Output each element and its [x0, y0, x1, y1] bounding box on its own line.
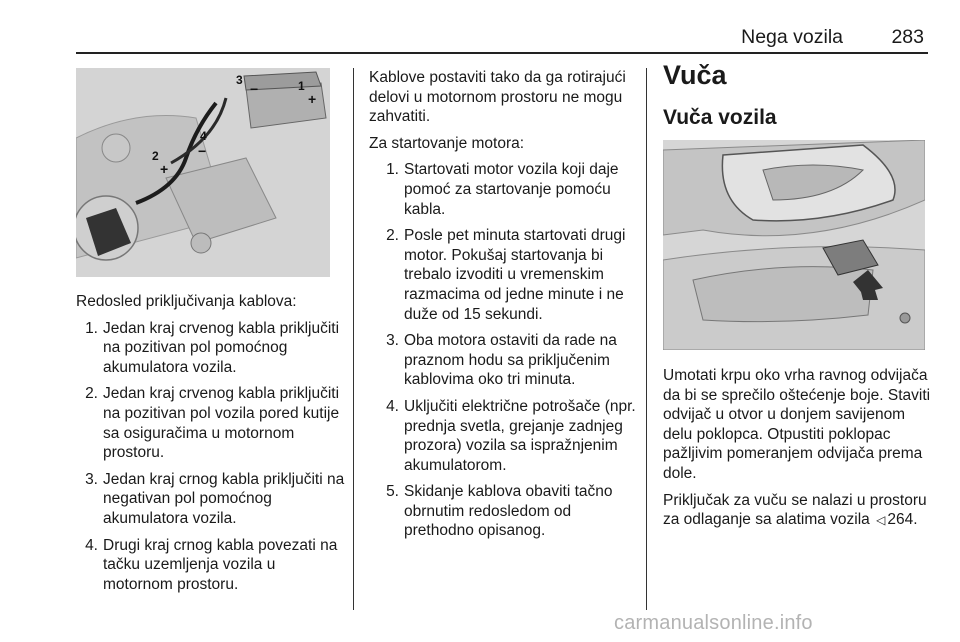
- list-item: 2. Posle pet minuta startovati drugi motor. Pokušaj startovanja bi trebalo izvoditi u vremenskim razmacima od jedne minute i ne duže od 15 sekundi.: [386, 227, 626, 323]
- front-bumper-drawing: [663, 140, 925, 350]
- right-column: [663, 366, 931, 538]
- callout-1: 1: [298, 79, 305, 93]
- page-reference-arrow-icon: ◁: [876, 513, 886, 528]
- list-item: 4. Uključiti električne potrošače (npr. prednja svetla, grejanje zadnjeg prozora) vozila sa ispražnjenim akumulatorom.: [386, 397, 636, 474]
- svg-text:+: +: [308, 91, 317, 107]
- right-para-2: Priključak za vuču se nalazi u prostoru za odlaganje sa alatima vozila ◁ 264.: [663, 491, 931, 531]
- section-heading: Vuča: [663, 60, 727, 90]
- callout-3: 3: [236, 73, 243, 87]
- page-header: [76, 26, 928, 50]
- list-item: 1. Jedan kraj crvenog kabla priključiti na pozitivan pol pomoćnog akumulatora vozila.: [85, 319, 340, 376]
- subsection-heading: Vuča vozila: [663, 106, 777, 129]
- svg-text:−: −: [250, 81, 259, 97]
- page-reference[interactable]: 264.: [887, 511, 918, 529]
- middle-intro: Za startovanje motora:: [369, 134, 525, 152]
- left-column: [76, 292, 348, 601]
- callout-2: 2: [152, 149, 159, 163]
- column-divider-right: [646, 68, 647, 610]
- list-item: 4. Drugi kraj crnog kabla povezati na tačku uzemljenja vozila u motornom prostoru.: [85, 536, 338, 593]
- list-item: 2. Jedan kraj crvenog kabla priključiti na pozitivan pol vozila pored kutije sa osiguračima u motornom prostoru.: [85, 385, 340, 462]
- middle-para-1: Kablove postaviti tako da ga rotirajući delovi u motornom prostoru ne mogu zahvatiti.: [369, 69, 626, 126]
- starting-steps-list: [377, 160, 637, 541]
- page-number: 283: [891, 26, 924, 48]
- jump-start-illustration: [76, 68, 330, 277]
- callout-4: 4: [200, 129, 207, 143]
- list-item: 3. Oba motora ostaviti da rade na praznom hodu sa priključenim kablovima oko tri minuta.: [386, 332, 617, 389]
- connection-steps-list: [76, 319, 348, 595]
- list-item: 5. Skidanje kablova obaviti tačno obrnutim redosledom od prethodno opisanog.: [386, 483, 613, 540]
- column-divider-left: [353, 68, 354, 610]
- right-para-1: Umotati krpu oko vrha ravnog odvijača da bi se sprečilo oštećenje boje. Staviti odvijač u otvor u donjem savijenom delu poklopca. Otpustiti poklopac pažljivim pomeranjem odvijača prema dole.: [663, 367, 931, 482]
- header-rule: [76, 52, 928, 54]
- svg-text:−: −: [198, 143, 207, 159]
- towing-cover-illustration: [663, 140, 925, 350]
- left-intro: Redosled priključivanja kablova:: [76, 293, 297, 310]
- middle-column: [369, 68, 637, 548]
- list-item: 3. Jedan kraj crnog kabla priključiti na negativan pol pomoćnog akumulatora vozila.: [85, 470, 345, 527]
- engine-bay-drawing: [76, 68, 330, 277]
- list-item: 1. Startovati motor vozila koji daje pomoć za startovanje pomoću kabla.: [386, 161, 619, 218]
- svg-text:+: +: [160, 161, 169, 177]
- watermark: carmanualsonline.info: [614, 612, 813, 634]
- section-title: Nega vozila: [741, 26, 843, 48]
